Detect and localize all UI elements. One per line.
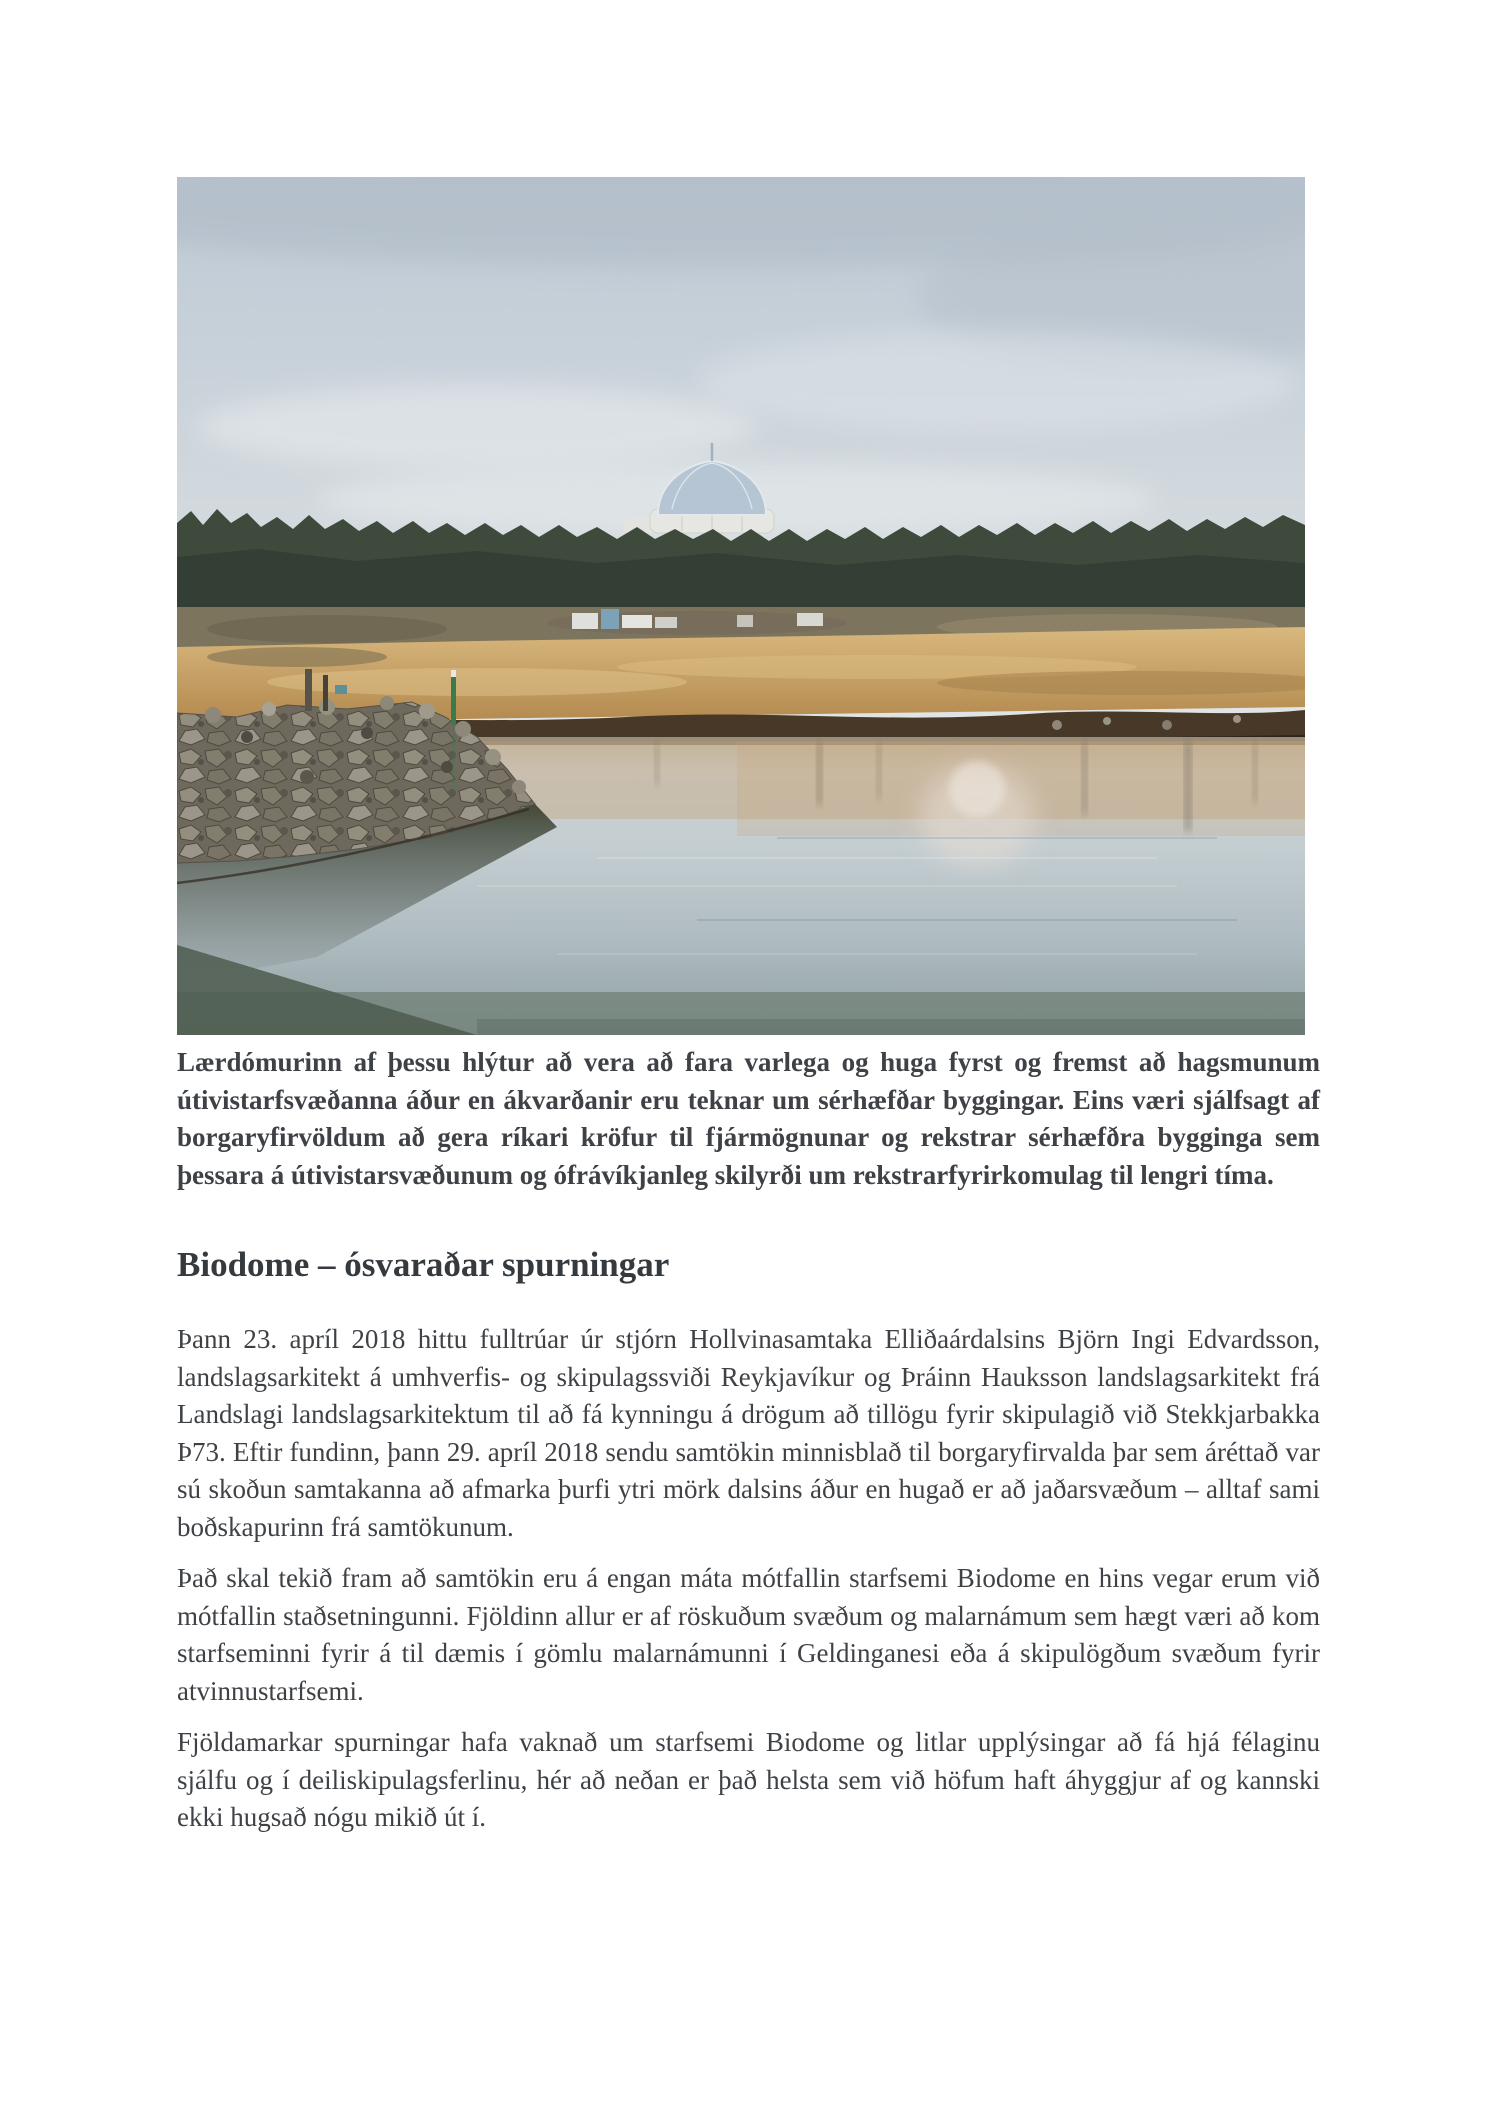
document-body <box>177 1044 1320 1851</box>
cloud <box>697 332 1297 432</box>
brush <box>207 615 447 643</box>
shore-rock <box>1103 717 1111 725</box>
body-paragraph-2: Það skal tekið fram að samtökin eru á engan máta mótfallin starfsemi Biodome en hins vegar erum við mótfallin staðsetningunni. Fjöldinn allur er af röskuðum svæðum og malarnámum sem hægt væri að kom starfseminni fyrir á til dæmis í gömlu malarnámunni í Geldinganesi eða á skipulögðum svæðum fyrir atvinnustarfsemi. <box>177 1563 1320 1706</box>
shore-rock <box>1162 720 1172 730</box>
lead-paragraph: Lærdómurinn af þessu hlýtur að vera að fara varlega og huga fyrst og fremst að hagsmunum útivistarfsvæðanna áður en ákvarðanir eru teknar um sérhæfðar byggingar. Eins væri sjálfsagt af borgaryfirvöldum að gera ríkari kröfur til fjármögnunar og rekstrar sérhæfðra bygginga sem þessara á útivistarsvæðunum og ófrávíkjanleg skilyrði um rekstrarfyrirkomulag til lengri tíma. <box>177 1047 1320 1190</box>
field-shadow <box>207 647 387 667</box>
dome-reflection-bright <box>949 761 1005 817</box>
cloud <box>197 385 757 469</box>
body-paragraph-1: Þann 23. apríl 2018 hittu fulltrúar úr stjórn Hollvinasamtaka Elliðaárdalsins Björn Ingi Edvardsson, landslagsarkitekt á umhverfis- og skipulagssviði Reykjavíkur og Þráinn Hauksson landslagsarkitekt frá Landslagi landslagsarkitektum til að fá kynningu á drögum að tillögu fyrir skipulagið við Stekkjarbakka Þ73. Eftir fundinn, þann 29. apríl 2018 sendu samtökin minnisblað til borgaryfirvalda þar sem áréttað var sú skoðun samtakanna að afmarka þurfi ytri mörk dalsins áður en hugað er að jaðarsvæðum – alltaf sami boðskapurinn frá samtökunum. <box>177 1324 1320 1542</box>
bottom-right-dark-water <box>477 1019 1305 1035</box>
field-highlight <box>267 668 687 696</box>
body-paragraph-3: Fjöldamarkar spurningar hafa vaknað um starfsemi Biodome og litlar upplýsingar að fá hjá félaginu sjálfu og í deiliskipulagsferlinu, hér að neðan er það helsta sem við höfum haft áhyggjur af og kannski ekki hugsað nógu mikið út í. <box>177 1727 1320 1832</box>
landscape-photo <box>177 177 1305 1035</box>
section-heading: Biodome – ósvaraðar spurningar <box>177 1245 670 1284</box>
landscape-photo-art <box>177 177 1305 1035</box>
shore-rock <box>1052 720 1062 730</box>
shore-rock <box>1233 715 1241 723</box>
